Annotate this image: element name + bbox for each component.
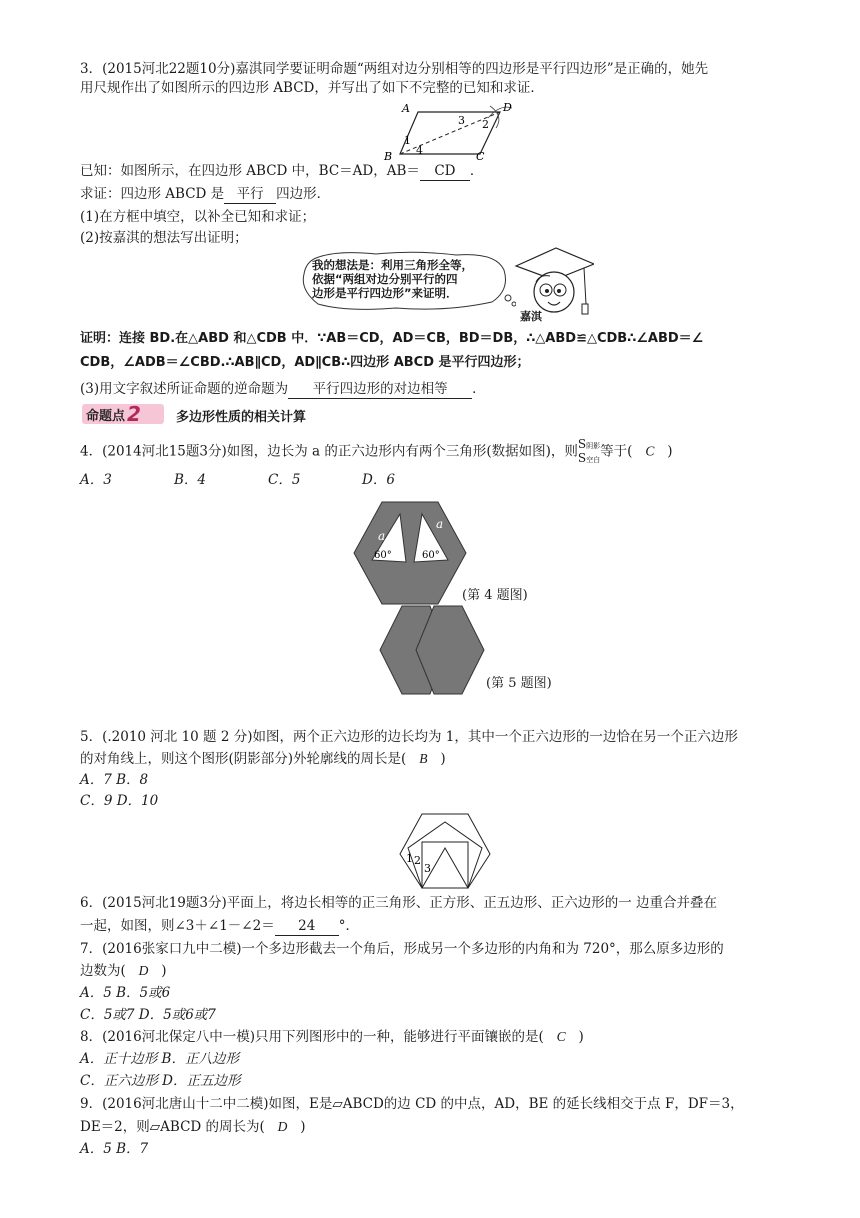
- q4-fig-angle-left: 60°: [374, 550, 392, 561]
- q3-prove: 求证：四边形 ABCD 是 平行 四边形．: [80, 186, 331, 202]
- q3-fig-label-c: C: [476, 150, 485, 162]
- q8-options-1: A．正十边形 B．正八边形: [80, 1051, 239, 1067]
- q3-known-blank: CD: [420, 162, 470, 181]
- q5-answer: B: [419, 751, 428, 766]
- q8-options-2: C．正六边形 D．正五边形: [80, 1073, 241, 1089]
- q5-options-1: A．7 B．8: [80, 772, 149, 788]
- q3-bubble-text: 我的想法是：利用三角形全等， 依据“两组对边分别平行的四 边形是平行四边形”来证明．: [312, 258, 473, 300]
- q3-proof-line1: 证明：连接 BD.在△ABD 和△CDB 中．∵AB＝CD，AD＝CB，BD＝DB，∴△ABD≌△CDB∴∠ABD＝∠: [80, 331, 704, 346]
- q3-fig-label-4: 4: [416, 144, 423, 157]
- q7-options-1: A．5 B．5或6: [80, 985, 171, 1001]
- q4-fraction: S阴影 S空白: [577, 437, 601, 465]
- q7-stem-line1: 7．(2016张家口九中二模)一个多边形截去一个角后，形成另一个多边形的内角和为 720°，那么原多边形的: [80, 941, 724, 957]
- q5-options-2: C．9 D．10: [80, 793, 159, 809]
- q3-fig-label-d: D: [503, 101, 512, 114]
- q3-fig-label-b: B: [384, 150, 393, 162]
- q3-sub3-blank: 平行四边形的对边相等: [288, 380, 472, 399]
- q5-stem-line1: 5．(.2010 河北 10 题 2 分)如图，两个正六边形的边长均为 1，其中一个正六边形的一边恰在另一个正六边形: [80, 729, 738, 745]
- q7-stem-line2: 边数为( D ): [80, 963, 167, 979]
- q3-fig-label-2: 2: [482, 118, 489, 131]
- q9-stem-line1: 9．(2016河北唐山十二中二模)如图，E是▱ABCD的边 CD 的中点，AD，BE 的延长线相交于点 F，DF＝3，: [80, 1096, 744, 1112]
- q4-fig-a-right: a: [436, 517, 444, 531]
- q4-options: A．3 B．4 C．5 D．6: [80, 472, 395, 488]
- q4-fig-angle-right: 60°: [422, 550, 440, 561]
- character-name: 嘉淇: [520, 310, 542, 323]
- section-badge: 命题点 2: [82, 404, 164, 424]
- q3-fig-label-1: 1: [404, 134, 411, 147]
- q6-fig-label-2: 2: [414, 854, 421, 867]
- section-title: 多边形性质的相关计算: [176, 410, 307, 425]
- q5-double-hexagon-figure: [378, 604, 488, 696]
- q6-blank: 24: [275, 917, 339, 936]
- q6-fig-label-3: 3: [424, 862, 431, 875]
- q5-stem-line2: 的对角线上，则这个图形(阴影部分)外轮廓线的周长是( B ): [80, 751, 446, 767]
- q3-sub3: (3)用文字叙述所证命题的逆命题为 平行四边形的对边相等 ．: [80, 381, 486, 397]
- q6-stem-line2: 一起，如图，则∠3＋∠1－∠2＝ 24 °．: [80, 918, 359, 934]
- q9-stem-line2: DE＝2，则▱ABCD 的周长为( D ): [80, 1119, 306, 1135]
- q3-stem-line2: 用尺规作出了如图所示的四边形 ABCD，并写出了如下不完整的已知和求证．: [80, 80, 544, 96]
- q3-sub2: (2)按嘉淇的想法写出证明；: [80, 230, 248, 246]
- q3-sub1: (1)在方框中填空，以补全已知和求证；: [80, 209, 316, 225]
- q4-hexagon-figure: [352, 500, 468, 606]
- q3-parallelogram-figure: [370, 98, 520, 162]
- q3-fig-label-a: A: [402, 102, 410, 115]
- q7-answer: D: [138, 963, 149, 978]
- q4-fig-a-left: a: [378, 529, 386, 543]
- q5-caption: (第 5 题图): [486, 676, 552, 691]
- q9-options-1: A．5 B．7: [80, 1141, 149, 1157]
- q4-answer: C: [645, 443, 655, 459]
- q4-caption: (第 4 题图): [462, 588, 528, 603]
- q6-fig-label-1: 1: [406, 852, 413, 865]
- q6-overlapping-polygons-figure: [396, 808, 494, 892]
- q7-options-2: C．5或7 D．5或6或7: [80, 1007, 216, 1023]
- q3-known: 已知：如图所示，在四边形 ABCD 中，BC＝AD，AB＝ CD ．: [80, 163, 484, 179]
- q3-fig-label-3: 3: [458, 114, 465, 127]
- q3-stem-line1: 3．(2015河北22题10分)嘉淇同学要证明命题“两组对边分别相等的四边形是平行四边形”是正确的，她先: [80, 61, 709, 77]
- q8-answer: C: [556, 1029, 566, 1044]
- q4-stem: 4．(2014河北15题3分)如图，边长为 a 的正六边形内有两个三角形(数据如图)，则S阴影 S空白等于( C ): [80, 437, 673, 465]
- q3-prove-blank: 平行: [224, 185, 276, 204]
- q6-stem-line1: 6．(2015河北19题3分)平面上，将边长相等的正三角形、正方形、正五边形、正六边形的一 边重合并叠在: [80, 895, 718, 911]
- q8-stem: 8．(2016河北保定八中一模)只用下列图形中的一种，能够进行平面镶嵌的是( C ): [80, 1029, 584, 1045]
- q3-proof-line2: CDB，∠ADB＝∠CBD.∴AB∥CD，AD∥CB∴四边形 ABCD 是平行四边形；: [80, 355, 530, 370]
- q9-answer: D: [277, 1119, 288, 1134]
